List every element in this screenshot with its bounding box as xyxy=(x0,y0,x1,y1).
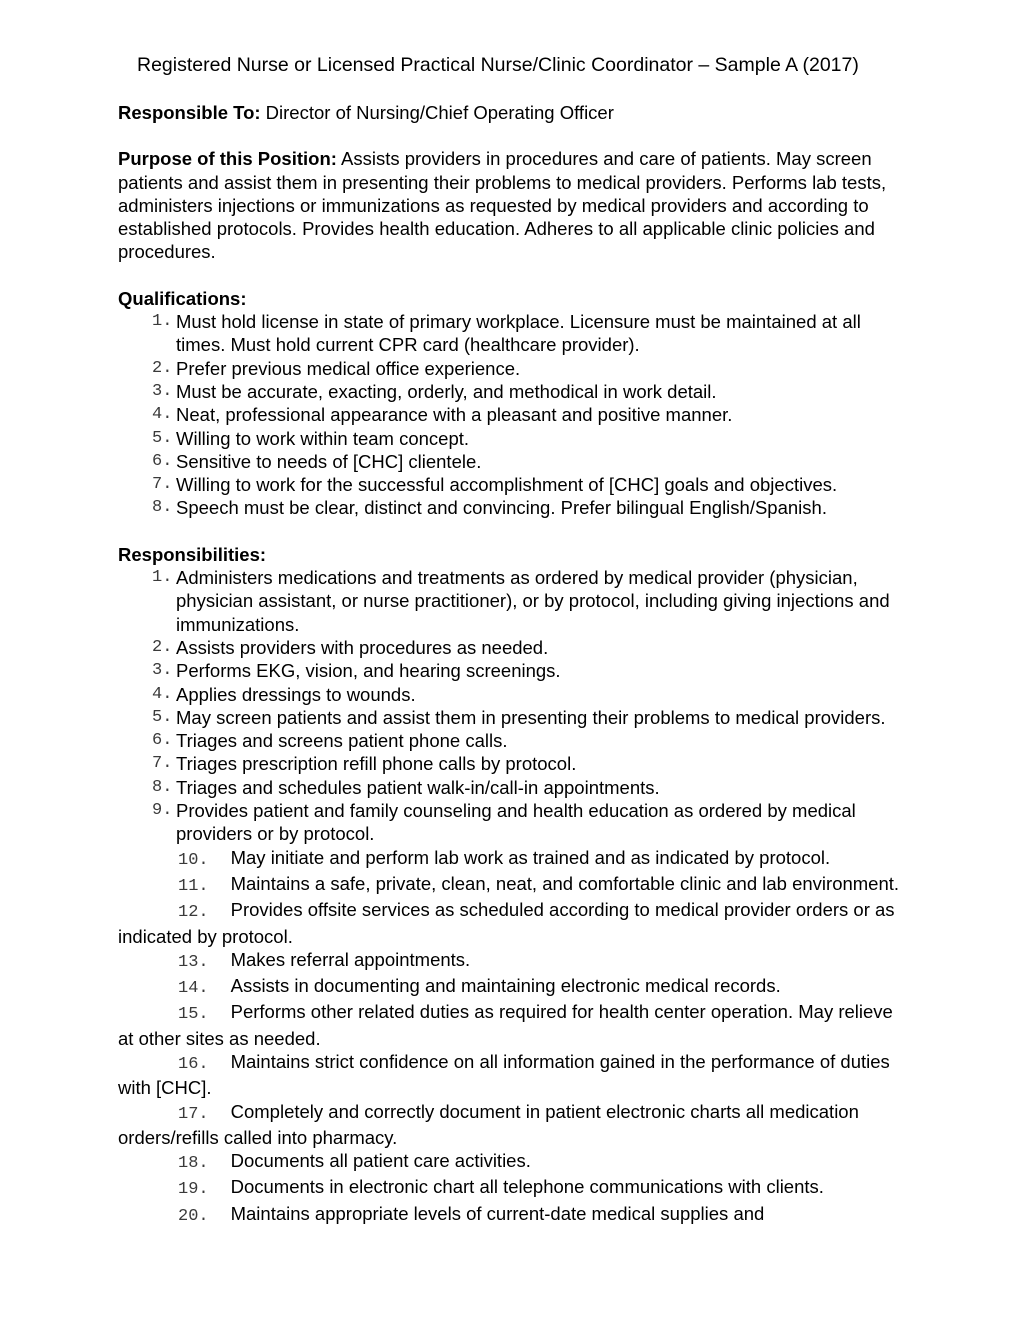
purpose-value: Assists providers in procedures and care of patients. May screen patients and assist them in presenting their problems to medical providers. Performs lab tests, administers injections or immunizations as requested by medical providers and according to established protocols. Provides health education. Adheres to all applicable clinic policies and procedures. xyxy=(118,148,887,263)
list-item xyxy=(118,427,908,450)
list-item-text: Assists providers with procedures as needed. xyxy=(176,636,549,658)
list-item-number: 20. xyxy=(178,1206,209,1226)
list-item-number: 5. xyxy=(152,707,173,727)
list-item-text: Maintains appropriate levels of current-date medical supplies and xyxy=(230,1202,765,1224)
list-item-number: 2. xyxy=(152,637,173,657)
list-item xyxy=(118,799,908,846)
list-item-number: 17. xyxy=(178,1104,209,1124)
list-item-number: 1. xyxy=(152,568,173,588)
list-item-number: 5. xyxy=(152,428,173,448)
list-item-text: Maintains a safe, private, clean, neat, and comfortable clinic and lab environment. xyxy=(230,872,900,894)
list-item xyxy=(118,1202,908,1228)
list-item-text: Provides patient and family counseling and health education as ordered by medical providers or by protocol. xyxy=(176,800,856,845)
list-item-number: 13. xyxy=(178,952,209,972)
list-item-text: Performs EKG, vision, and hearing screenings. xyxy=(176,660,561,682)
list-item-number: 1. xyxy=(152,312,173,332)
list-item-number: 8. xyxy=(152,777,173,797)
list-item xyxy=(118,473,908,496)
list-item-number: 7. xyxy=(152,754,173,774)
list-item-text: Willing to work for the successful accomplishment of [CHC] goals and objectives. xyxy=(176,474,838,496)
list-item xyxy=(118,450,908,473)
list-item xyxy=(118,566,908,636)
list-item-number: 8. xyxy=(152,498,173,518)
responsibilities-list xyxy=(118,566,908,846)
list-item xyxy=(118,683,908,706)
list-item xyxy=(118,1149,908,1175)
list-item xyxy=(118,496,908,519)
spacer xyxy=(118,264,908,287)
qualifications-list xyxy=(118,310,908,520)
list-item-number: 7. xyxy=(152,475,173,495)
list-item-text: Provides offsite services as scheduled according to medical provider orders or as indicated by protocol. xyxy=(118,899,895,947)
list-item-number: 6. xyxy=(152,451,173,471)
list-item-number: 19. xyxy=(178,1180,209,1200)
list-item xyxy=(118,357,908,380)
list-item xyxy=(118,974,908,1000)
list-item-text: Triages and screens patient phone calls. xyxy=(176,730,508,752)
list-item-text: May initiate and perform lab work as trained and as indicated by protocol. xyxy=(230,846,831,868)
list-item-text: Neat, professional appearance with a pleasant and positive manner. xyxy=(176,404,733,426)
list-item-text: Prefer previous medical office experience. xyxy=(176,357,521,379)
list-item xyxy=(118,706,908,729)
list-item xyxy=(118,1000,908,1050)
spacer xyxy=(118,520,908,543)
list-item xyxy=(118,872,908,898)
list-item-number: 18. xyxy=(178,1154,209,1174)
list-item xyxy=(118,380,908,403)
list-item-text: Sensitive to needs of [CHC] clientele. xyxy=(176,450,482,472)
document-title: Registered Nurse or Licensed Practical Nurse/Clinic Coordinator – Sample A (2017) xyxy=(137,54,859,76)
list-item-number: 9. xyxy=(152,801,173,821)
list-item-text: Maintains strict confidence on all information gained in the performance of duties with [CHC]. xyxy=(118,1050,890,1099)
list-item-text: Documents all patient care activities. xyxy=(230,1150,531,1172)
list-item xyxy=(118,846,908,872)
list-item-number: 10. xyxy=(178,850,209,870)
list-item-text: May screen patients and assist them in presenting their problems to medical providers. xyxy=(176,706,886,728)
document-body xyxy=(118,52,908,1228)
list-item-text: Documents in electronic chart all telephone communications with clients. xyxy=(230,1176,824,1198)
list-item xyxy=(118,1175,908,1201)
list-item-number: 4. xyxy=(152,684,173,704)
list-item-text: Willing to work within team concept. xyxy=(176,427,470,449)
list-item-text: Makes referral appointments. xyxy=(230,948,471,970)
list-item-text: Triages and schedules patient walk-in/call-in appointments. xyxy=(176,776,660,798)
list-item-text: Completely and correctly document in patient electronic charts all medication orders/refills called into pharmacy. xyxy=(118,1100,859,1148)
responsibilities-list-continued xyxy=(118,846,908,1228)
list-item-number: 16. xyxy=(178,1054,209,1074)
list-item xyxy=(118,659,908,682)
spacer xyxy=(118,78,908,101)
list-item-number: 3. xyxy=(152,661,173,681)
list-item-number: 6. xyxy=(152,731,173,751)
list-item-number: 14. xyxy=(178,979,209,999)
list-item-number: 12. xyxy=(178,903,209,923)
list-item xyxy=(118,898,908,948)
responsible-to-value: Director of Nursing/Chief Operating Officer xyxy=(260,102,614,123)
list-item-text: Applies dressings to wounds. xyxy=(176,683,416,705)
list-item xyxy=(118,403,908,426)
purpose-paragraph xyxy=(118,147,908,263)
list-item xyxy=(118,1050,908,1100)
list-item xyxy=(118,729,908,752)
list-item xyxy=(118,636,908,659)
qualifications-heading: Qualifications: xyxy=(118,287,247,309)
list-item-text: Administers medications and treatments as ordered by medical provider (physician, physician assistant, or nurse practitioner), or by protocol, including giving injections and immunizations. xyxy=(176,567,890,635)
list-item-number: 4. xyxy=(152,405,173,425)
list-item-number: 11. xyxy=(178,876,209,896)
list-item xyxy=(118,752,908,775)
list-item xyxy=(118,948,908,974)
list-item-text: Triages prescription refill phone calls by protocol. xyxy=(176,753,577,775)
spacer xyxy=(118,124,908,147)
purpose-label: Purpose of this Position: xyxy=(118,148,337,170)
list-item-number: 15. xyxy=(178,1005,209,1025)
list-item-text: Must be accurate, exacting, orderly, and methodical in work detail. xyxy=(176,380,717,402)
responsible-to-label: Responsible To: xyxy=(118,102,261,123)
list-item xyxy=(118,776,908,799)
list-item xyxy=(118,1100,908,1150)
list-item xyxy=(118,310,908,357)
list-item-text: Must hold license in state of primary workplace. Licensure must be maintained at all times. Must hold current CPR card (healthcare provider). xyxy=(176,311,861,356)
responsible-to-line xyxy=(118,101,908,124)
list-item-text: Performs other related duties as required for health center operation. May relieve at other sites as needed. xyxy=(118,1001,893,1049)
list-item-number: 2. xyxy=(152,358,173,378)
list-item-number: 3. xyxy=(152,381,173,401)
responsibilities-heading: Responsibilities: xyxy=(118,543,267,565)
list-item-text: Speech must be clear, distinct and convincing. Prefer bilingual English/Spanish. xyxy=(176,497,827,519)
list-item-text: Assists in documenting and maintaining electronic medical records. xyxy=(230,975,781,997)
